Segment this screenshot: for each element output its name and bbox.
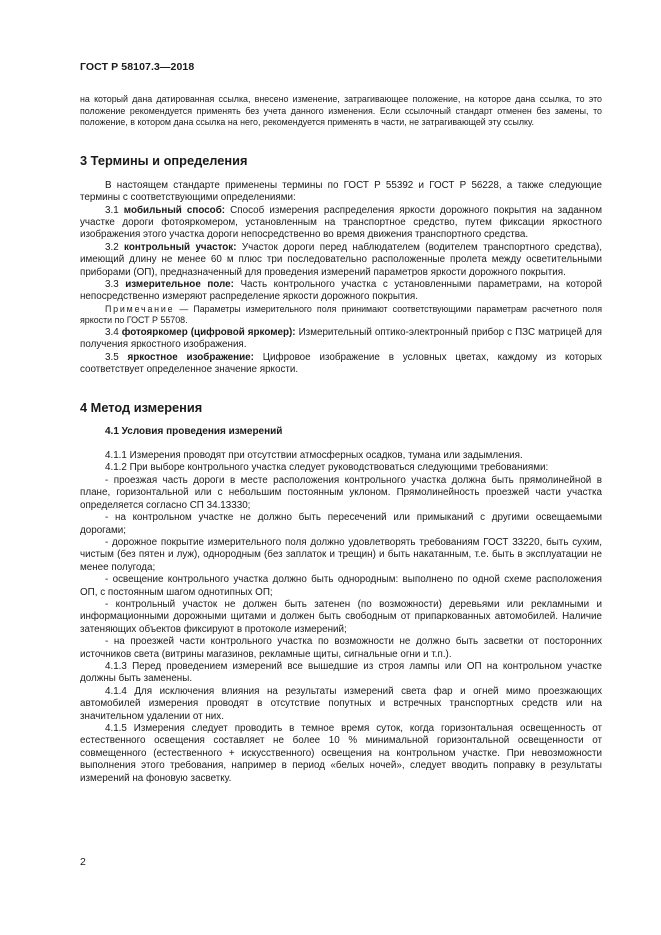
term-3-4 (80, 327, 602, 352)
term-number: 3.2 (105, 241, 119, 253)
paragraph-4-1-3: 4.1.3 Перед проведением измерений все вышедшие из строя лампы или ОП на контрольном участке должны быть заменены. (80, 660, 602, 685)
list-item: - контрольный участок не должен быть затенен (по возможности) деревьями или рекламными и информационными дорожными щитами и должен быть свободным от припаркованных автомобилей. Наличие затеняющих объектов фиксируют в протоколе измерений; (80, 598, 602, 635)
page-content (80, 94, 602, 785)
term-note (80, 304, 602, 327)
term-3-3 (80, 279, 602, 304)
paragraph-4-1-2: 4.1.2 При выборе контрольного участка следует руководствоваться следующими требованиями: (105, 462, 549, 474)
term-definition: Способ измерения распределения яркости дорожного покрытия на заданном участке дороги фотояркомером, установленным на транспортное средство, путем фиксации яркостного изображения этого участка дороги непосредственно во время движения транспортного средства. (80, 204, 602, 241)
term-number: 3.4 (105, 327, 119, 339)
section-4-title: 4 Метод измерения (80, 399, 203, 415)
term-definition: Часть контрольного участка с установленными параметрами, на которой непосредственно измеряют распределение яркости дорожного покрытия. (80, 279, 602, 303)
term-definition: Измерительный оптико-электронный прибор с ПЗС матрицей для получения яркостного изображения. (80, 327, 602, 351)
section-3-title: 3 Термины и определения (80, 152, 248, 168)
paragraph-4-1-4: 4.1.4 Для исключения влияния на результаты измерений света фар и огней мимо проезжающих автомобилей измерения проводят в отсутствие попутных и встречных транспортных средств или на значительном удалении от них. (80, 685, 602, 722)
term-number: 3.5 (105, 351, 119, 363)
note-text: — Параметры измерительного поля принимают соответствующими параметрам расчетного поля яркости по ГОСТ Р 55708. (80, 303, 602, 326)
paragraph-4-1-1: 4.1.1 Измерения проводят при отсутствии атмосферных осадков, тумана или задымления. (105, 450, 523, 462)
term-3-2 (80, 242, 602, 279)
term-number: 3.1 (105, 204, 119, 216)
term-name: контрольный участок: (124, 241, 237, 253)
term-name: фотояркомер (цифровой яркомер): (121, 327, 296, 339)
list-item: - на контрольном участке не должно быть пересечений или примыканий с другими освещаемыми дорогами; (80, 512, 602, 536)
intro-continuation: на который дана датированная ссылка, внесено изменение, затрагивающее положение, на которое дана ссылка, то это положение рекомендуется применять без учета данного изменения. Если ссылочный стандарт отменен без замены, то положение, в котором дана ссылка на него, рекомендуется применять в части, не затрагивающей эту ссылку. (80, 94, 602, 128)
list-item: - освещение контрольного участка должно быть однородным: выполнено по одной схеме расположения ОП, с постоянным шагом однотипных ОП; (80, 574, 602, 598)
list-item: - дорожное покрытие измерительного поля должно удовлетворять требованиям ГОСТ 33220, быть сухим, чистым (без пятен и луж), однородным (без заплаток и трещин) и быть накатанным, т.е. быть в эксплуатации не менее полугода; (80, 536, 602, 573)
term-3-1 (80, 205, 602, 242)
section-3-intro: В настоящем стандарте применены термины по ГОСТ Р 55392 и ГОСТ Р 56228, а также следующие термины с соответствующими определениями: (80, 179, 602, 204)
term-definition: Цифровое изображение в условных цветах, каждому из которых соответствует определенное значение яркости. (80, 351, 602, 376)
subsection-4-1-title: 4.1 Условия проведения измерений (105, 425, 283, 437)
term-definition: Участок дороги перед наблюдателем (водителем транспортного средства), имеющий длину не менее 60 м плюс три последовательно расположенные пролета между осветительными приборами (ОП), предназначенный для проведения измерений параметров яркости дорожного покрытия. (80, 241, 602, 278)
term-name: измерительное поле: (125, 279, 234, 291)
page-number: 2 (80, 856, 86, 868)
note-label: Примечание (105, 303, 175, 314)
list-item: - проезжая часть дороги в месте расположения контрольного участка должна быть прямолинейной в плане, горизонтальной или с небольшим постоянным уклоном. Прямолинейность проезжей части участка определяется согласно СП 34.13330; (80, 474, 602, 511)
paragraph-4-1-5: 4.1.5 Измерения следует проводить в темное время суток, когда горизонтальная освещенность от естественного освещения составляет не более 10 % минимальной горизонтальной освещенности от совмещенного (естественного + искусственного) освещения на контрольном участке. При невозможности выполнения этого требования, например в период «белых ночей», следует вводить поправку в результаты измерений на фоновую засветку. (80, 723, 602, 784)
list-item: - на проезжей части контрольного участка по возможности не должно быть засветки от посторонних источников света (витрины магазинов, рекламные щиты, сигнальные огни и т.п.). (80, 636, 602, 660)
term-number: 3.3 (105, 279, 119, 291)
term-name: мобильный способ: (123, 204, 226, 216)
document-code-header: ГОСТ Р 58107.3—2018 (80, 61, 195, 73)
term-3-5 (80, 352, 602, 377)
term-name: яркостное изображение: (127, 351, 254, 363)
